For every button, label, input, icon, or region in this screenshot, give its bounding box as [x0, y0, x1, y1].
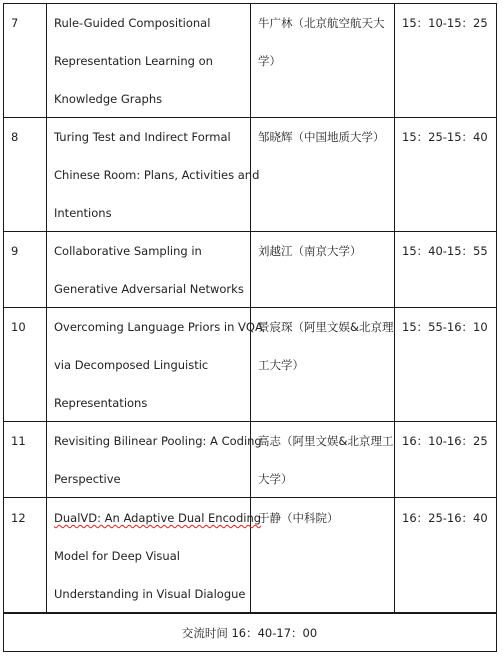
speaker	[258, 422, 393, 498]
speaker-line: 大学）	[258, 472, 293, 486]
speaker-line: 工大学）	[258, 358, 304, 372]
talk-title-line: Perspective	[54, 472, 121, 486]
talk-title-line: Turing Test and Indirect Formal	[54, 130, 231, 144]
talk-title	[54, 118, 259, 232]
time-slot: 16：10-16：25	[402, 434, 488, 448]
speaker-line: 牛广林（北京航空航天大	[258, 16, 385, 30]
talk-title-line: Representation Learning on	[54, 54, 213, 68]
talk-title-line: Understanding in Visual Dialogue	[54, 587, 246, 601]
speaker	[258, 308, 393, 384]
time-slot: 15：25-15：40	[402, 130, 488, 144]
talk-title	[54, 308, 263, 422]
column-divider	[394, 3, 395, 613]
break-time-footer: 交流时间 16：40-17：00	[181, 626, 318, 640]
talk-title-line: Generative Adversarial Networks	[54, 282, 244, 296]
speaker	[258, 499, 339, 537]
talk-title-line: Chinese Room: Plans, Activities and	[54, 168, 260, 182]
speaker	[258, 4, 385, 80]
time-slot: 15：10-15：25	[402, 16, 488, 30]
talk-title	[54, 232, 244, 308]
row-number: 7	[11, 16, 19, 30]
time-slot: 15：40-15：55	[402, 244, 488, 258]
talk-title-line: via Decomposed Linguistic	[54, 358, 209, 372]
talk-title-line: Revisiting Bilinear Pooling: A Coding	[54, 434, 262, 448]
talk-title-line: Knowledge Graphs	[54, 92, 163, 106]
talk-title-line: DualVD: An Adaptive Dual Encoding	[54, 511, 262, 525]
talk-title	[54, 422, 262, 498]
speaker-line: 于静（中科院）	[258, 511, 339, 525]
talk-title-line: Representations	[54, 396, 148, 410]
speaker-line: 学）	[258, 54, 281, 68]
table-border-right	[496, 3, 497, 652]
talk-title	[54, 4, 213, 118]
talk-title-line: Collaborative Sampling in	[54, 244, 202, 258]
row-number: 9	[11, 244, 19, 258]
row-number: 8	[11, 130, 19, 144]
talk-title-line: Overcoming Language Priors in VQA	[54, 320, 263, 334]
speaker	[258, 118, 385, 156]
talk-title-line: Intentions	[54, 206, 112, 220]
talk-title	[54, 499, 261, 613]
time-slot: 16：25-16：40	[402, 511, 488, 525]
table-border-left	[3, 3, 4, 652]
column-divider	[46, 3, 47, 613]
row-number: 11	[11, 434, 26, 448]
speaker-line: 高志（阿里文娱&北京理工	[258, 434, 394, 448]
row-number: 12	[11, 511, 26, 525]
talk-title-line: Rule-Guided Compositional	[54, 16, 211, 30]
time-slot: 15：55-16：10	[402, 320, 488, 334]
talk-title-line: Model for Deep Visual	[54, 549, 180, 563]
speaker	[258, 232, 362, 270]
speaker-line: 景宸琛（阿里文娱&北京理	[258, 320, 394, 334]
speaker-line: 邹晓辉（中国地质大学）	[258, 130, 385, 144]
speaker-line: 刘越江（南京大学）	[258, 244, 362, 258]
row-number: 10	[11, 320, 26, 334]
